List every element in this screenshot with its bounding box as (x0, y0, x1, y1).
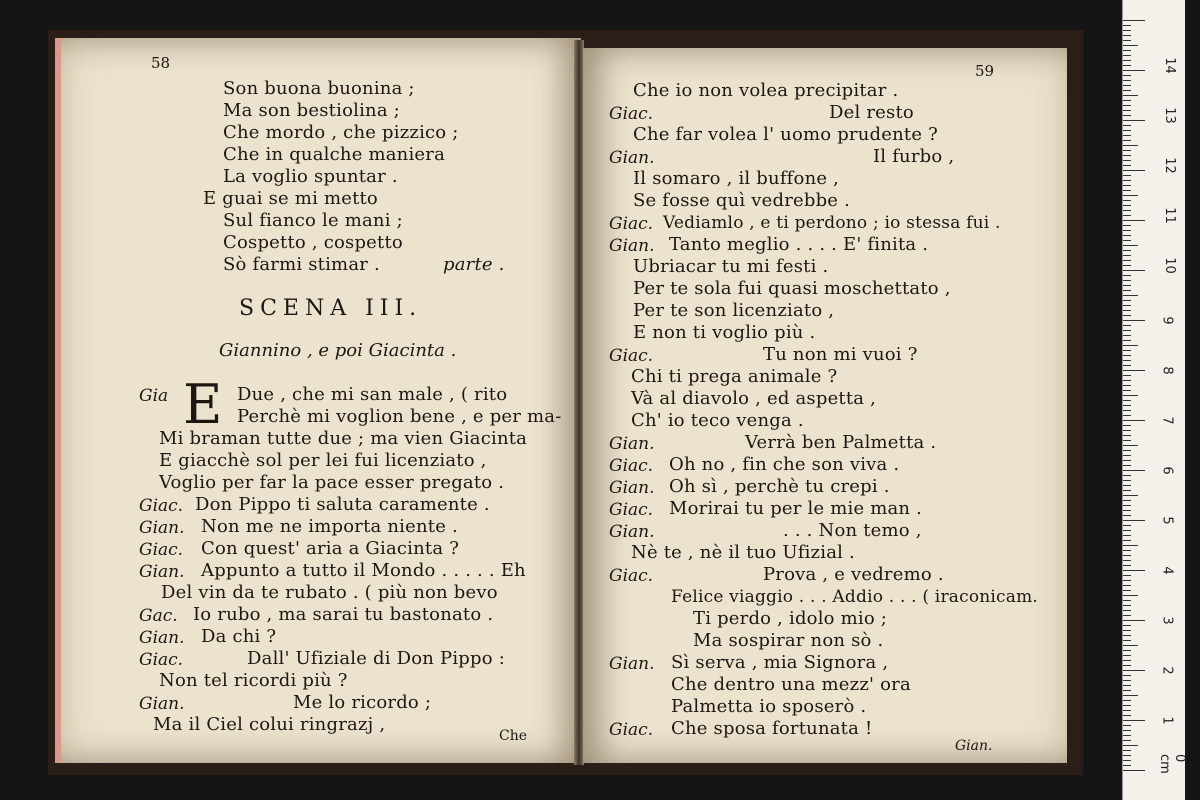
ruler-tick (1123, 510, 1131, 511)
ruler-tick (1123, 655, 1131, 656)
dialogue-line: Che dentro una mezz' ora (671, 674, 911, 695)
ruler-tick (1123, 550, 1131, 551)
ruler-tick (1123, 575, 1131, 576)
ruler-tick (1123, 570, 1145, 571)
ruler-tick (1123, 290, 1131, 291)
ruler-tick (1123, 95, 1138, 96)
speaker-label: Giac. (609, 456, 654, 476)
ruler-tick (1123, 730, 1131, 731)
ruler-label: 9 (1159, 316, 1175, 325)
ruler-label: 7 (1159, 416, 1175, 425)
ruler-label: 13 (1161, 107, 1177, 124)
dialogue-line: Mi braman tutte due ; ma vien Giacinta (159, 428, 528, 449)
ruler-tick (1123, 295, 1138, 296)
dialogue-line: Che io non volea precipitar . (633, 80, 899, 101)
dialogue-line: Me lo ricordo ; (293, 692, 432, 713)
ruler-tick (1123, 230, 1131, 231)
ruler-tick (1123, 330, 1131, 331)
dialogue-line: Don Pippo ti saluta caramente . (195, 494, 490, 515)
page-number: 59 (975, 62, 995, 80)
verse-line: Che mordo , che pizzico ; (223, 122, 459, 143)
ruler-tick (1123, 750, 1131, 751)
ruler-tick (1123, 345, 1138, 346)
ruler-tick (1123, 505, 1131, 506)
ruler-tick (1123, 760, 1131, 761)
dialogue-line: Verrà ben Palmetta . (745, 432, 937, 453)
ruler-label: 3 (1159, 616, 1175, 625)
ruler-tick (1123, 30, 1131, 31)
dialogue-line: Voglio per far la pace esser pregato . (159, 472, 505, 493)
right-page (583, 48, 1067, 763)
speaker-label: Gian. (609, 522, 655, 542)
ruler-tick (1123, 350, 1131, 351)
ruler-tick (1123, 600, 1131, 601)
dialogue-line: Per te son licenziato , (633, 300, 835, 321)
ruler-tick (1123, 420, 1145, 421)
ruler-tick (1123, 270, 1145, 271)
ruler-label: 0 cm (1157, 754, 1187, 774)
ruler-tick (1123, 245, 1138, 246)
ruler-tick (1123, 465, 1131, 466)
dialogue-line: Non me ne importa niente . (201, 516, 458, 537)
ruler-tick (1123, 585, 1131, 586)
dialogue-line: Nè te , nè il tuo Ufizial . (631, 542, 855, 563)
catchword: Che (499, 728, 528, 744)
ruler-tick (1123, 235, 1131, 236)
dialogue-line: Per te sola fui quasi moschettato , (633, 278, 951, 299)
ruler-tick (1123, 150, 1131, 151)
ruler-tick (1123, 480, 1131, 481)
ruler-tick (1123, 180, 1131, 181)
ruler-tick (1123, 215, 1131, 216)
ruler-tick (1123, 370, 1145, 371)
ruler-tick (1123, 360, 1131, 361)
ruler-tick (1123, 525, 1131, 526)
ruler-tick (1123, 250, 1131, 251)
ruler-tick (1123, 390, 1131, 391)
ruler-tick (1123, 625, 1131, 626)
ruler-tick (1123, 445, 1138, 446)
speaker-label: Gian. (609, 148, 655, 168)
dialogue-line: Che far volea l' uomo prudente ? (633, 124, 938, 145)
ruler-tick (1123, 720, 1145, 721)
ruler-label: 1 (1159, 716, 1175, 725)
ruler-tick (1123, 545, 1138, 546)
ruler-tick (1123, 435, 1131, 436)
speaker-label: Giac. (139, 496, 184, 516)
ruler-tick (1123, 220, 1145, 221)
ruler-tick (1123, 255, 1131, 256)
ruler-tick (1123, 35, 1131, 36)
ruler-tick (1123, 100, 1131, 101)
ruler-tick (1123, 70, 1145, 71)
speaker-label: Giac. (139, 650, 184, 670)
ruler-tick (1123, 155, 1131, 156)
ruler-tick (1123, 320, 1145, 321)
ruler-tick (1123, 530, 1131, 531)
drop-cap: E (183, 373, 223, 436)
ruler-tick (1123, 650, 1131, 651)
dialogue-line: Chi ti prega animale ? (631, 366, 838, 387)
ruler-tick (1123, 755, 1131, 756)
ruler-tick (1123, 365, 1131, 366)
verse-line: La voglio spuntar . (223, 166, 398, 187)
ruler-tick (1123, 340, 1131, 341)
ruler-tick (1123, 375, 1131, 376)
ruler-tick (1123, 240, 1131, 241)
dialogue-line: Appunto a tutto il Mondo . . . . . Eh (201, 560, 526, 581)
ruler-tick (1123, 685, 1131, 686)
ruler-tick (1123, 125, 1131, 126)
ruler-tick (1123, 440, 1131, 441)
ruler-tick (1123, 60, 1131, 61)
ruler-tick (1123, 450, 1131, 451)
dialogue-line: Và al diavolo , ed aspetta , (631, 388, 877, 409)
ruler-tick (1123, 175, 1131, 176)
ruler-tick (1123, 80, 1131, 81)
ruler-tick (1123, 660, 1131, 661)
ruler-tick (1123, 595, 1138, 596)
dialogue-line: Ubriacar tu mi festi . (633, 256, 829, 277)
ruler-tick (1123, 700, 1131, 701)
ruler-tick (1123, 65, 1131, 66)
dialogue-line: Che sposa fortunata ! (671, 718, 873, 739)
dialogue-line: Tu non mi vuoi ? (763, 344, 918, 365)
ruler-tick (1123, 455, 1131, 456)
ruler-tick (1123, 90, 1131, 91)
dialogue-line: Ma sospirar non sò . (693, 630, 884, 651)
ruler-tick (1123, 265, 1131, 266)
verse-line: Sul fianco le mani ; (223, 210, 403, 231)
speaker-label: Giac. (609, 346, 654, 366)
dialogue-line: Tanto meglio . . . . E' finita . (669, 234, 929, 255)
ruler-tick (1123, 285, 1131, 286)
dialogue-line: Il furbo , (873, 146, 955, 167)
ruler-label: 11 (1161, 207, 1177, 224)
ruler-tick (1123, 635, 1131, 636)
verse-line: E guai se mi metto (203, 188, 378, 209)
ruler-tick (1123, 160, 1131, 161)
ruler-tick (1123, 710, 1131, 711)
page-number: 58 (151, 54, 171, 72)
speaker-label: Giac. (609, 500, 654, 520)
speaker-label: Gia (139, 386, 169, 406)
ruler-tick (1123, 520, 1145, 521)
ruler-tick (1123, 140, 1131, 141)
ruler-tick (1123, 380, 1131, 381)
ruler-tick (1123, 770, 1145, 771)
ruler-label: 8 (1159, 366, 1175, 375)
ruler-tick (1123, 310, 1131, 311)
verse-line: Cospetto , cospetto (223, 232, 403, 253)
ruler-tick (1123, 605, 1131, 606)
ruler-tick (1123, 280, 1131, 281)
ruler-tick (1123, 165, 1131, 166)
ruler-tick (1123, 195, 1138, 196)
left-page (55, 38, 581, 763)
measuring-ruler (1122, 0, 1185, 800)
dialogue-line: Prova , e vedremo . (763, 564, 944, 585)
speaker-label: Gian. (139, 628, 185, 648)
dialogue-line: Vediamlo , e ti perdono ; io stessa fui . (663, 213, 1001, 233)
ruler-tick (1123, 260, 1131, 261)
ruler-tick (1123, 645, 1138, 646)
dialogue-line: Da chi ? (201, 626, 277, 647)
ruler-tick (1123, 640, 1131, 641)
speaker-label: Gian. (609, 434, 655, 454)
dialogue-line: Oh no , fin che son viva . (669, 454, 900, 475)
ruler-tick (1123, 75, 1131, 76)
speaker-label: Gian. (139, 694, 185, 714)
dialogue-line: Perchè mi voglion bene , e per ma- (237, 406, 562, 427)
ruler-tick (1123, 105, 1131, 106)
ruler-tick (1123, 395, 1138, 396)
ruler-tick (1123, 50, 1131, 51)
ruler-tick (1123, 275, 1131, 276)
ruler-tick (1123, 680, 1131, 681)
ruler-tick (1123, 745, 1138, 746)
ruler-tick (1123, 300, 1131, 301)
ruler-tick (1123, 185, 1131, 186)
ruler-label: 6 (1159, 466, 1175, 475)
dialogue-line: Io rubo , ma sarai tu bastonato . (193, 604, 494, 625)
ruler-tick (1123, 665, 1131, 666)
dialogue-line: Se fosse quì vedrebbe . (633, 190, 850, 211)
ruler-tick (1123, 630, 1131, 631)
dialogue-line: Non tel ricordi più ? (159, 670, 348, 691)
ruler-tick (1123, 200, 1131, 201)
ruler-tick (1123, 130, 1131, 131)
dialogue-line: Ma il Ciel colui ringrazj , (153, 714, 386, 735)
ruler-tick (1123, 205, 1131, 206)
verse-line: Che in qualche maniera (223, 144, 445, 165)
ruler-tick (1123, 535, 1131, 536)
ruler-tick (1123, 190, 1131, 191)
ruler-tick (1123, 590, 1131, 591)
ruler-tick (1123, 495, 1138, 496)
dialogue-line: Due , che mi san male , ( rito (237, 384, 508, 405)
dialogue-line: Morirai tu per le mie man . (669, 498, 923, 519)
ruler-tick (1123, 540, 1131, 541)
ruler-tick (1123, 325, 1131, 326)
ruler-tick (1123, 430, 1131, 431)
speaker-label: Gian. (609, 236, 655, 256)
dialogue-line: Del vin da te rubato . ( più non bevo (161, 582, 498, 603)
ruler-tick (1123, 695, 1138, 696)
ruler-tick (1123, 55, 1131, 56)
ruler-tick (1123, 555, 1131, 556)
ruler-tick (1123, 735, 1131, 736)
dialogue-line: Felice viaggio . . . Addio . . . ( iraconicam. (671, 587, 1039, 607)
ruler-tick (1123, 415, 1131, 416)
ruler-tick (1123, 740, 1131, 741)
ruler-tick (1123, 170, 1145, 171)
dialogue-line: Dall' Ufiziale di Don Pippo : (247, 648, 505, 669)
dialogue-line: . . . Non temo , (783, 520, 922, 541)
ruler-tick (1123, 670, 1145, 671)
ruler-tick (1123, 315, 1131, 316)
ruler-tick (1123, 120, 1145, 121)
ruler-tick (1123, 20, 1145, 21)
verse-line: Ma son bestiolina ; (223, 100, 400, 121)
speaker-label: Giac. (609, 720, 654, 740)
ruler-tick (1123, 560, 1131, 561)
speaker-label: Giac. (609, 566, 654, 586)
dialogue-line: Con quest' aria a Giacinta ? (201, 538, 460, 559)
dialogue-line: Ti perdo , idolo mio ; (693, 608, 888, 629)
ruler-tick (1123, 110, 1131, 111)
ruler-tick (1123, 500, 1131, 501)
ruler-label: 12 (1161, 157, 1177, 174)
ruler-tick (1123, 405, 1131, 406)
ruler-tick (1123, 515, 1131, 516)
speaker-label: Gian. (609, 654, 655, 674)
ruler-tick (1123, 580, 1131, 581)
ruler-tick (1123, 705, 1131, 706)
ruler-tick (1123, 690, 1131, 691)
ruler-label: 14 (1161, 57, 1177, 74)
speaker-label: Giac. (609, 104, 654, 124)
ruler-tick (1123, 675, 1131, 676)
ruler-label: 4 (1159, 566, 1175, 575)
ruler-tick (1123, 725, 1131, 726)
ruler-tick (1123, 210, 1131, 211)
ruler-tick (1123, 385, 1131, 386)
dialogue-line: Sì serva , mia Signora , (671, 652, 889, 673)
ruler-tick (1123, 25, 1131, 26)
dialogue-line: E giacchè sol per lei fui licenziato , (159, 450, 487, 471)
verse-line: Son buona buonina ; (223, 78, 415, 99)
ruler-tick (1123, 565, 1131, 566)
speaker-label: Gac. (139, 606, 178, 626)
speaker-label: Gian. (139, 562, 185, 582)
scene-characters: Giannino , e poi Giacinta . (219, 340, 457, 361)
ruler-tick (1123, 40, 1131, 41)
dialogue-line: Palmetta io sposerò . (671, 696, 867, 717)
ruler-tick (1123, 45, 1138, 46)
ruler-tick (1123, 135, 1131, 136)
ruler-tick (1123, 610, 1131, 611)
ruler-tick (1123, 115, 1131, 116)
ruler-tick (1123, 715, 1131, 716)
ruler-tick (1123, 335, 1131, 336)
scene-title: SCENA III. (239, 296, 423, 321)
dialogue-line: Il somaro , il buffone , (633, 168, 840, 189)
dialogue-line: Oh sì , perchè tu crepi . (669, 476, 890, 497)
catchword: Gian. (955, 738, 993, 754)
ruler-tick (1123, 490, 1131, 491)
ruler-tick (1123, 425, 1131, 426)
ruler-tick (1123, 765, 1131, 766)
dialogue-line: E non ti voglio più . (633, 322, 816, 343)
ruler-tick (1123, 470, 1145, 471)
ruler-tick (1123, 355, 1131, 356)
ruler-tick (1123, 225, 1131, 226)
ruler-tick (1123, 615, 1131, 616)
ruler-label: 2 (1159, 666, 1175, 675)
dialogue-line: Del resto (829, 102, 914, 123)
verse-line: Sò farmi stimar . (223, 254, 380, 275)
speaker-label: Gian. (609, 478, 655, 498)
ruler-tick (1123, 485, 1131, 486)
speaker-label: Gian. (139, 518, 185, 538)
speaker-label: Giac. (609, 214, 654, 234)
speaker-label: Giac. (139, 540, 184, 560)
ruler-tick (1123, 85, 1131, 86)
ruler-label: 10 (1161, 257, 1177, 274)
stage-direction: parte . (443, 254, 505, 275)
ruler-tick (1123, 475, 1131, 476)
ruler-tick (1123, 620, 1145, 621)
ruler-tick (1123, 400, 1131, 401)
ruler-tick (1123, 145, 1138, 146)
ruler-tick (1123, 460, 1131, 461)
ruler-label: 5 (1159, 516, 1175, 525)
dialogue-line: Ch' io teco venga . (631, 410, 804, 431)
ruler-tick (1123, 410, 1131, 411)
ruler-tick (1123, 305, 1131, 306)
